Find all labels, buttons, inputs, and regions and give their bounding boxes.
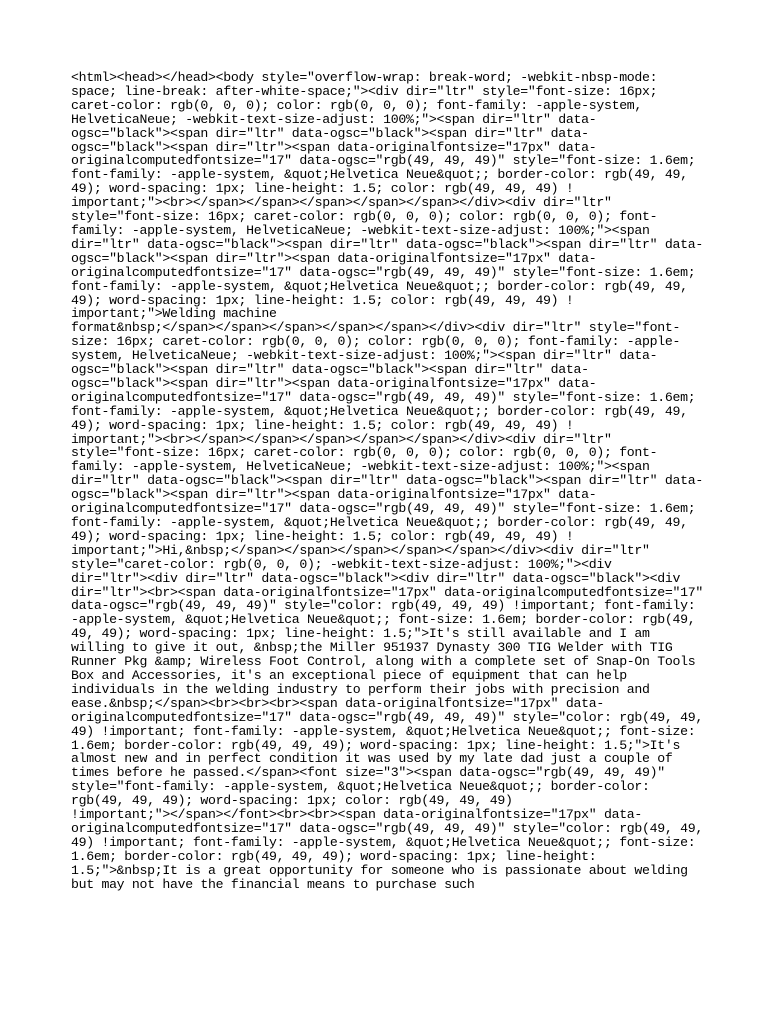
- text-line: ogsc="black"><span dir="ltr" data-ogsc="black"><span dir="ltr" data-: [71, 125, 589, 141]
- text-line: font-family: -apple-system, &quot;Helvetica Neue&quot;; border-color: rgb(49, 49,: [71, 403, 688, 419]
- text-line: -apple-system, &quot;Helvetica Neue&quot;; font-size: 1.6em; border-color: rgb(49,: [71, 612, 696, 628]
- text-line: style="font-size: 16px; caret-color: rgb(0, 0, 0); color: rgb(0, 0, 0); font-: [71, 445, 658, 461]
- text-line: ogsc="black"><span dir="ltr"><span data-originalfontsize="17px" data-: [71, 375, 597, 391]
- text-line: !important;"></span></font><br><br><span data-originalfontsize="17px" data-: [71, 807, 643, 823]
- text-line: ogsc="black"><span dir="ltr"><span data-originalfontsize="17px" data-: [71, 139, 597, 155]
- text-line: HelveticaNeue; -webkit-text-size-adjust: 100%;"><span dir="ltr" data-: [71, 111, 597, 127]
- text-line: Box and Accessories, it's an exceptional piece of equipment that can help: [71, 667, 627, 683]
- text-line: important;"><br></span></span></span></span></span></div><div dir="ltr": [71, 195, 612, 211]
- text-line: style="font-size: 16px; caret-color: rgb(0, 0, 0); color: rgb(0, 0, 0); font-: [71, 209, 658, 225]
- text-line: size: 16px; caret-color: rgb(0, 0, 0); color: rgb(0, 0, 0); font-family: -apple-: [71, 334, 681, 350]
- text-line: Runner Pkg &amp; Wireless Foot Control, along with a complete set of Snap-On Tools: [71, 654, 696, 670]
- text-line: important;"><br></span></span></span></span></span></div><div dir="ltr": [71, 431, 612, 447]
- text-line: dir="ltr" data-ogsc="black"><span dir="ltr" data-ogsc="black"><span dir="ltr" data-: [71, 236, 703, 252]
- text-line: font-family: -apple-system, &quot;Helvetica Neue&quot;; border-color: rgb(49, 49,: [71, 515, 688, 530]
- text-line: 49); word-spacing: 1px; line-height: 1.5; color: rgb(49, 49, 49) !: [71, 417, 574, 433]
- text-line: originalcomputedfontsize="17" data-ogsc="rgb(49, 49, 49)" style="color: rgb(49, 49,: [71, 820, 703, 836]
- text-line: 49, 49); word-spacing: 1px; line-height: 1.5;">It's still available and I am: [71, 626, 650, 642]
- text-line: style="caret-color: rgb(0, 0, 0); -webkit-text-size-adjust: 100%;"><div: [71, 556, 612, 572]
- text-line: originalcomputedfontsize="17" data-ogsc="rgb(49, 49, 49)" style="font-size: 1.6em;: [71, 264, 696, 280]
- text-line: originalcomputedfontsize="17" data-ogsc="rgb(49, 49, 49)" style="font-size: 1.6em;: [71, 153, 696, 169]
- text-line: 1.5;">&nbsp;It is a great opportunity for someone who is passionate about welding: [71, 862, 688, 878]
- text-line: originalcomputedfontsize="17" data-ogsc="rgb(49, 49, 49)" style="font-size: 1.6em;: [71, 389, 696, 405]
- text-line: 49); word-spacing: 1px; line-height: 1.5; color: rgb(49, 49, 49) !: [71, 528, 574, 544]
- text-line: dir="ltr"><br><span data-originalfontsize="17px" data-originalcomputedfontsize="17": [71, 584, 703, 600]
- text-line: individuals in the welding industry to perform their jobs with precision and: [71, 681, 650, 697]
- text-line: almost new and in perfect condition it was used by my late dad just a couple of: [71, 751, 673, 767]
- text-line: style="font-family: -apple-system, &quot;Helvetica Neue&quot;; border-color:: [71, 779, 650, 795]
- text-line: rgb(49, 49, 49); word-spacing: 1px; color: rgb(49, 49, 49): [71, 793, 513, 809]
- text-line: family: -apple-system, HelveticaNeue; -webkit-text-size-adjust: 100%;"><span: [71, 459, 650, 475]
- text-line: dir="ltr"><div dir="ltr" data-ogsc="black"><div dir="ltr" data-ogsc="black"><div: [71, 570, 681, 586]
- text-line: 49); word-spacing: 1px; line-height: 1.5; color: rgb(49, 49, 49) !: [71, 292, 574, 308]
- text-line: ogsc="black"><span dir="ltr"><span data-originalfontsize="17px" data-: [71, 487, 597, 503]
- text-line: dir="ltr" data-ogsc="black"><span dir="ltr" data-ogsc="black"><span dir="ltr" data-: [71, 473, 703, 489]
- text-line: 1.6em; border-color: rgb(49, 49, 49); word-spacing: 1px; line-height:: [71, 848, 597, 864]
- text-line: font-family: -apple-system, &quot;Helvetica Neue&quot;; border-color: rgb(49, 49,: [71, 278, 688, 294]
- text-line: ogsc="black"><span dir="ltr" data-ogsc="black"><span dir="ltr" data-: [71, 362, 589, 378]
- text-line: 1.6em; border-color: rgb(49, 49, 49); word-spacing: 1px; line-height: 1.5;">It's: [71, 737, 681, 753]
- text-line: data-ogsc="rgb(49, 49, 49)" style="color: rgb(49, 49, 49) !important; font-family:: [71, 598, 696, 614]
- text-line: system, HelveticaNeue; -webkit-text-size-adjust: 100%;"><span dir="ltr" data-: [71, 348, 658, 364]
- text-line: ogsc="black"><span dir="ltr"><span data-originalfontsize="17px" data-: [71, 250, 597, 266]
- text-line: important;">Hi,&nbsp;</span></span></span></span></span></div><div dir="ltr": [71, 542, 650, 558]
- text-line: important;">Welding machine: [71, 306, 277, 322]
- text-line: <html><head></head><body style="overflow-wrap: break-word; -webkit-nbsp-mode:: [71, 70, 658, 85]
- text-line: originalcomputedfontsize="17" data-ogsc="rgb(49, 49, 49)" style="color: rgb(49, 49,: [71, 709, 703, 725]
- text-line: space; line-break: after-white-space;"><div dir="ltr" style="font-size: 16px;: [71, 83, 658, 99]
- text-line: times before he passed.</span><font size="3"><span data-ogsc="rgb(49, 49, 49)": [71, 765, 665, 781]
- text-line: caret-color: rgb(0, 0, 0); color: rgb(0, 0, 0); font-family: -apple-system,: [71, 97, 643, 113]
- document-page: [71, 71, 701, 891]
- text-line: willing to give it out, &nbsp;the Miller 951937 Dynasty 300 TIG Welder with TIG: [71, 640, 673, 656]
- text-line: family: -apple-system, HelveticaNeue; -webkit-text-size-adjust: 100%;"><span: [71, 222, 650, 238]
- text-line: 49); word-spacing: 1px; line-height: 1.5; color: rgb(49, 49, 49) !: [71, 181, 574, 197]
- text-line: 49) !important; font-family: -apple-system, &quot;Helvetica Neue&quot;; font-size:: [71, 723, 696, 739]
- text-line: but may not have the financial means to purchase such: [71, 876, 475, 892]
- text-line: 49) !important; font-family: -apple-system, &quot;Helvetica Neue&quot;; font-size:: [71, 834, 696, 850]
- text-line: format&nbsp;</span></span></span></span></span></div><div dir="ltr" style="font-: [71, 320, 681, 336]
- text-line: originalcomputedfontsize="17" data-ogsc="rgb(49, 49, 49)" style="font-size: 1.6em;: [71, 501, 696, 517]
- text-line: ease.&nbsp;</span><br><br><br><span data-originalfontsize="17px" data-: [71, 695, 604, 711]
- text-line: font-family: -apple-system, &quot;Helvetica Neue&quot;; border-color: rgb(49, 49,: [71, 167, 688, 183]
